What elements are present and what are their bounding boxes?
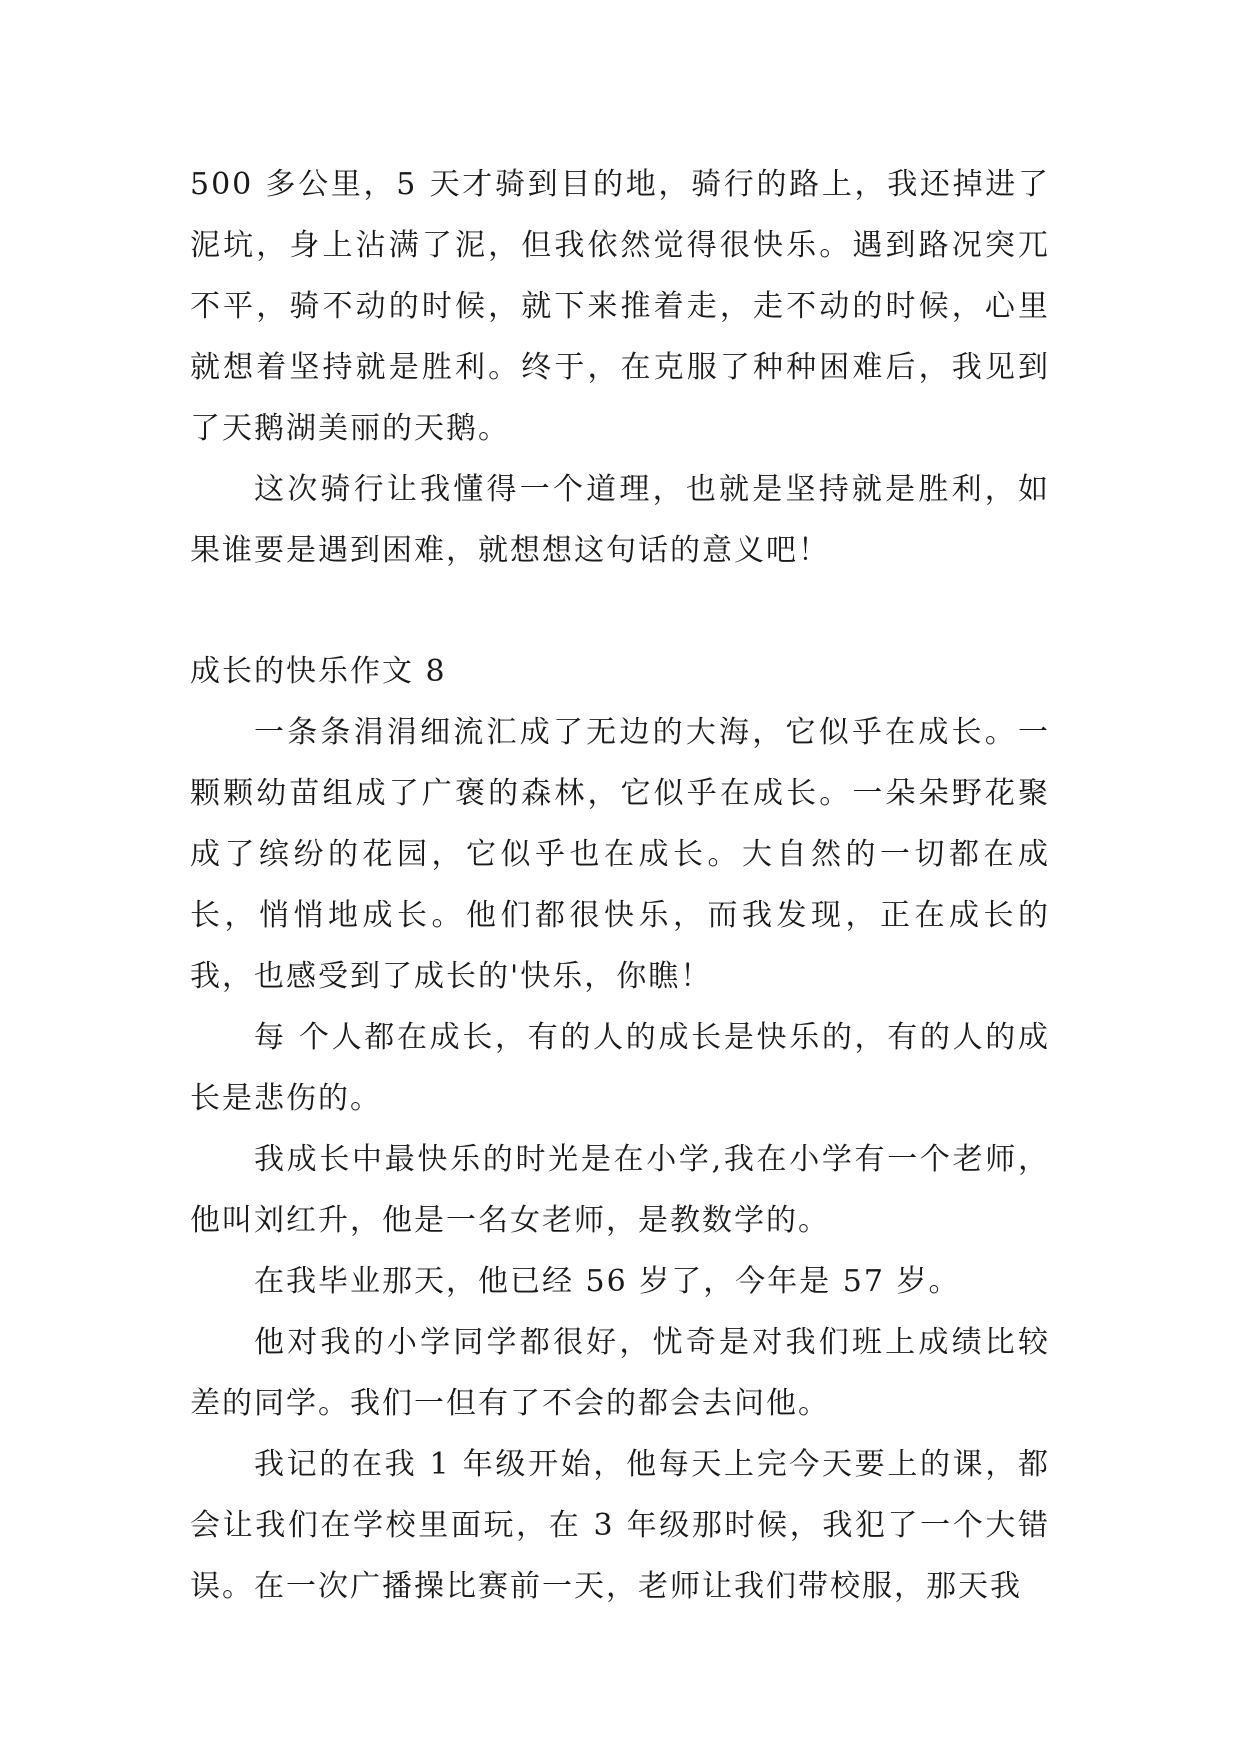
paragraph-happiest-time: 我成长中最快乐的时光是在小学,我在小学有一个老师，他叫刘红升，他是一名女老师，是教数学的。 [190,1142,1050,1238]
paragraph-nature-growth: 一条条涓涓细流汇成了无边的大海，它似乎在成长。一颗颗幼苗组成了广褒的森林，它似乎在成长。一朵朵野花聚成了缤纷的花园，它似乎也在成长。大自然的一切都在成长，悄悄地成长。他们都很快乐，而我发现，正在成长的我，也感受到了成长的'快乐，你瞧！ [190,715,1050,994]
paragraph-everyone-grows: 每 个人都在成长，有的人的成长是快乐的，有的人的成长是悲伤的。 [190,1020,1050,1116]
document-body [190,154,1050,1617]
paragraph-teacher-age: 在我毕业那天，他已经 56 岁了，今年是 57 岁。 [254,1264,961,1299]
paragraph-first-grade-memory: 我记的在我 1 年级开始，他每天上完今天要上的课，都会让我们在学校里面玩，在 3 年级那时候，我犯了一个大错误。在一次广播操比赛前一天，老师让我们带校服，那天我 [190,1447,1050,1604]
paragraph-teacher-kindness: 他对我的小学同学都很好，忧奇是对我们班上成绩比较差的同学。我们一但有了不会的都会去问他。 [190,1325,1050,1421]
paragraph-cycling-lesson: 这次骑行让我懂得一个道理，也就是坚持就是胜利，如果谁要是遇到困难，就想想这句话的意义吧！ [190,472,1050,568]
essay-heading: 成长的快乐作文 8 [190,654,447,689]
paragraph-cycling-journey: 500 多公里，5 天才骑到目的地，骑行的路上，我还掉进了泥坑，身上沾满了泥，但我依然觉得很快乐。遇到路况突兀不平，骑不动的时候，就下来推着走，走不动的时候，心里就想着坚持就是胜利。终于，在克服了种种困难后，我见到了天鹅湖美丽的天鹅。 [190,167,1050,446]
